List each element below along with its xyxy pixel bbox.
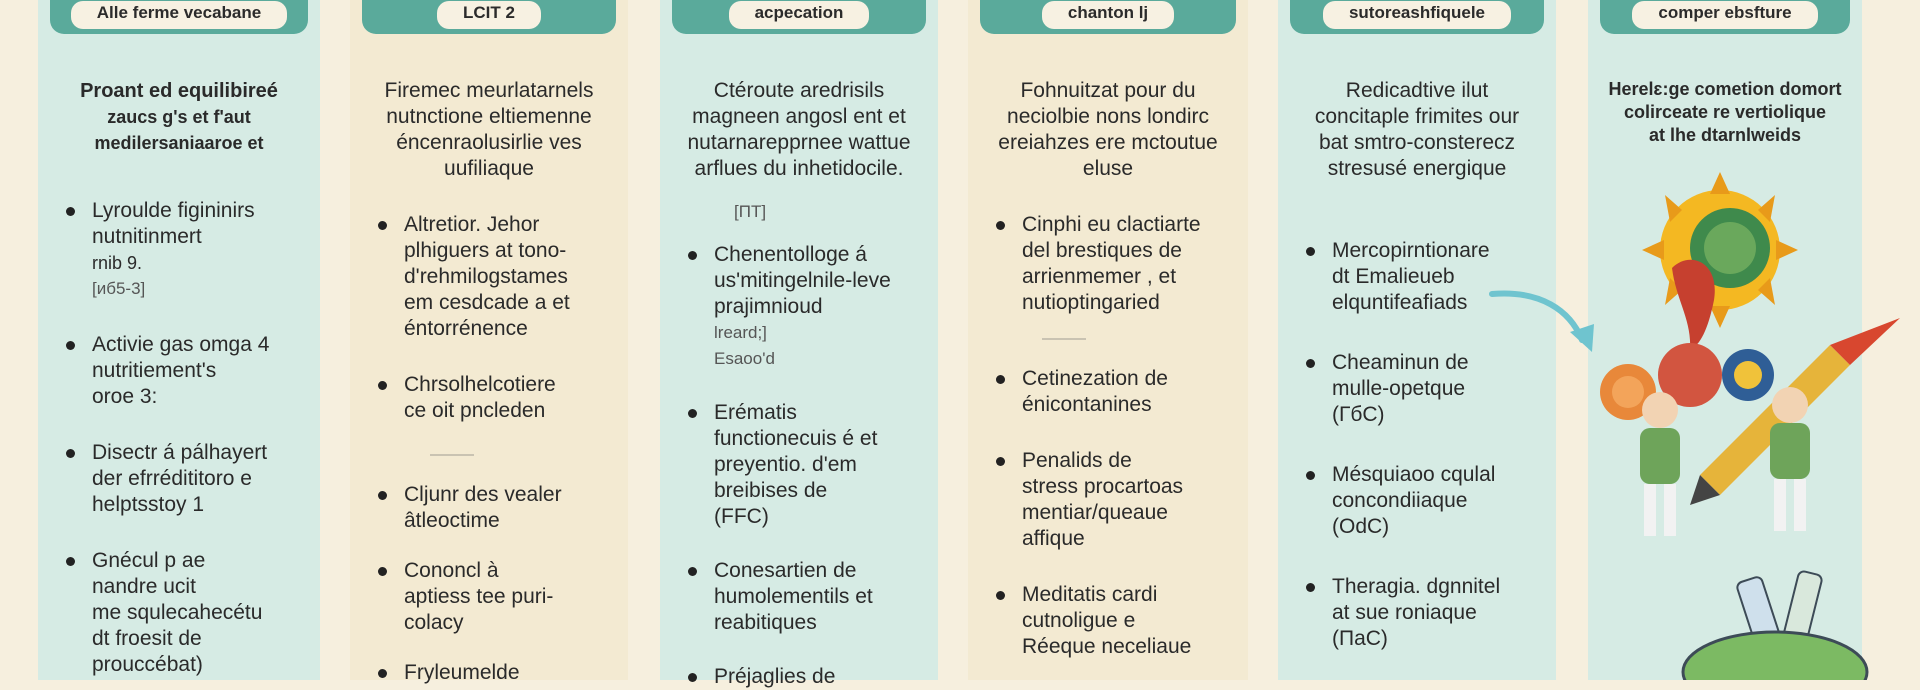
column-4-list [992,212,1224,660]
column-5-tab-label: sutoreashfiquele [1323,1,1511,29]
list-item: Conesartien de humolementils et reabitiques [684,558,914,636]
column-2-tab [362,0,616,34]
column-2-tab-label: LCIT 2 [437,1,541,29]
list-item: Cinphi eu clactiarte del brestiques de arrienmemer , et nutioptingaried [992,212,1224,316]
column-6 [1588,0,1862,680]
list-item: Mercopirntionare dt Emalieueb elquntifeafiads [1302,238,1532,316]
list-item: Disectr á pálhayert der efrrédititoro e helptsstoy 1 [62,440,296,518]
list-item: Meditatis cardi cutnoligue e Réeque neceliaue [992,582,1224,660]
list-item: Cononcl à aptiess tee puri- colacy [374,558,604,636]
list-item: Cheaminun de mulle-opetque (ГбС) [1302,350,1532,428]
column-5-tab [1290,0,1544,34]
column-4-tab [980,0,1236,34]
list-item: Chenentolloge á us'mitingelnile-leve prajimnioud lreard;] Esaoo'd [684,242,914,372]
intro-line: medilersaniaaroe et [94,133,264,153]
list-item: Cljunr des vealer âtleoctime [374,482,604,534]
column-3-intro: Ctéroute aredrisils magneen angosl ent et nutarnarepprnee wattue arflues du inhetidocile. [687,79,911,180]
column-3-tab [672,0,926,34]
column-5-intro: Redicadtive ilut concitaple frimites our bat smtro-consterecz stresusé energique [1314,79,1520,180]
column-2-intro: Firemec meurlatarnels nutnctione eltiemenne éncenraolusirlie ves uufiliaque [384,79,594,180]
column-4-tab-label: chanton lj [1042,1,1174,29]
column-2-list [374,212,604,686]
column-1-tab-label: Alle ferme vecabane [71,1,287,29]
column-5-list [1302,238,1532,652]
column-1-intro [62,78,296,156]
intro-line: zaucs g's et f'aut [107,107,251,127]
intro-line: Proant ed equilibireé [80,80,278,102]
list-item: Cetinezation de énicontanines [992,366,1224,418]
list-item: Activie gas omga 4 nutritiement's oroe 3: [62,332,296,410]
column-5 [1278,0,1556,680]
column-6-tab [1600,0,1850,34]
column-3-list [684,242,914,690]
column-3-tab-label: acpecation [729,1,870,29]
list-item: Erématis functionecuis é et preyentio. d'em breibises de (FFC) [684,400,914,530]
list-item: Préjaglies de [684,664,914,690]
column-2 [350,0,628,684]
column-6-tab-label: comper ebsfture [1632,1,1817,29]
list-item: Theragia. dgnnitel at sue roniaque (ПаС) [1302,574,1532,652]
separator [1042,338,1086,340]
list-item: Lyroulde figininirs nutnitinmert rnib 9. [иб5-3] [62,198,296,302]
list-item: Fryleumelde [374,660,604,686]
list-item: Chrsolhelcotiere ce oit pncleden [374,372,604,424]
column-4 [968,0,1248,680]
column-4-intro: Fohnuitzat pour du neciolbie nons londirc ereiahzes ere mctoutue eluse [998,79,1218,180]
column-1-tab [50,0,308,34]
column-6-intro: Herelɛ:ge cometion domort colirceate re vertiolique at lhe dtarnlweids [1608,79,1842,145]
list-item: Penalids de stress procartoas mentiar/queaue affique [992,448,1224,552]
column-3-code: [ПТ] [734,202,767,221]
list-item: Altretior. Jehor plhiguers at tono- d'rehmilogstames em cesdcade a et éntorrénence [374,212,604,342]
column-1 [38,0,320,680]
list-item: Mésquiaoo cqulal concondiiaque (ОdС) [1302,462,1532,540]
column-1-list [62,198,296,678]
list-item: Gnécul p ae nandre ucit me squlecahecétu dt froesit de prouccébat) [62,548,296,678]
column-3 [660,0,938,688]
separator [430,454,474,456]
